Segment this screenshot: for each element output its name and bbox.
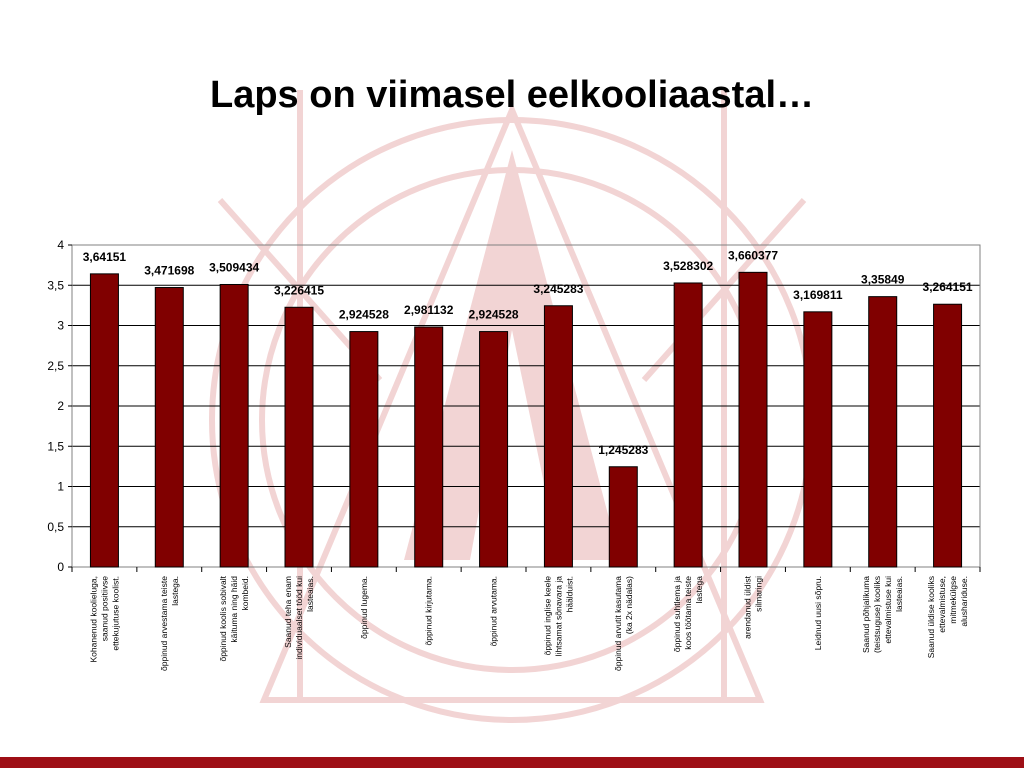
category-label-line: käituma ning häid (229, 576, 240, 643)
category-label-line: lasteaias. (894, 576, 905, 612)
data-label: 3,471698 (144, 263, 195, 278)
bar (220, 284, 248, 567)
category-label-line: kombeid. (240, 576, 251, 611)
category-label-line: saanud positiivse (99, 576, 110, 642)
bar (804, 312, 832, 567)
category-label-line: (teistsuguse) kooliks (872, 576, 883, 654)
category-label-line: mitmekülgse (948, 576, 959, 624)
category-label-line: Saanud üldise kooliks (926, 576, 937, 659)
category-label-line: individuaalset tööd kui (294, 576, 304, 660)
bar (739, 272, 767, 567)
category-label (424, 576, 434, 645)
category-label-line: õppinud lugema. (358, 576, 369, 639)
data-label: 3,660377 (727, 248, 779, 263)
bar (480, 332, 508, 567)
category-label-line: (ka 2x nädalas) (623, 576, 634, 635)
category-label-line: Kohanenud koolieluga, (88, 576, 99, 663)
bottom-accent-bar (0, 757, 1024, 768)
category-label-line: Leidnud uusi sõpru. (812, 576, 823, 651)
bar (155, 288, 183, 567)
value-labels (83, 248, 973, 456)
category-label (88, 576, 120, 663)
category-label-line: ettevalmistuse, (937, 576, 948, 633)
category-label (743, 575, 764, 638)
data-label: 3,264151 (922, 280, 973, 295)
category-label-line: arendanud üldist (742, 576, 753, 639)
data-label: 3,245283 (533, 281, 584, 296)
category-label-line: lihtsamat sõnavara ja (553, 576, 564, 657)
data-label: 2,924528 (468, 307, 519, 322)
y-tick-label: 1,5 (47, 439, 64, 454)
category-label-line: lastega (694, 576, 705, 604)
y-tick-label: 0 (57, 560, 64, 574)
bar (90, 274, 118, 567)
category-label (542, 576, 574, 657)
category-label-line: silmaringi (753, 576, 764, 612)
data-label: 3,528302 (663, 258, 714, 273)
bar (544, 306, 572, 567)
category-label (218, 575, 250, 661)
data-label: 3,509434 (209, 260, 260, 275)
category-label-line: koos töötama teiste (683, 576, 694, 650)
y-tick-label: 3,5 (47, 278, 64, 293)
y-tick-label: 3 (57, 318, 64, 333)
data-label: 3,64151 (82, 249, 127, 264)
y-tick-label: 2,5 (47, 358, 64, 373)
bar (934, 304, 962, 567)
category-label-line: õppinud arvutama. (488, 576, 499, 647)
category-label-line: lastega. (169, 576, 180, 606)
bar (415, 327, 443, 567)
data-label: 2,981132 (404, 303, 454, 318)
bar (674, 283, 702, 567)
category-label-line: ettevalmistuse kui (883, 576, 894, 644)
category-label-line: õppinud kirjutama. (423, 576, 434, 646)
category-label (861, 576, 904, 653)
category-label-line: Saanud põhjalikuma (861, 576, 872, 654)
data-label: 3,169811 (793, 287, 843, 302)
category-label (159, 576, 180, 671)
y-tick-label: 0,5 (47, 519, 64, 534)
category-labels (88, 575, 969, 671)
data-label: 2,924528 (338, 307, 389, 322)
data-label: 3,35849 (861, 272, 905, 287)
category-label (813, 576, 823, 650)
slide-title: Laps on viimasel eelkooliaastal… (209, 74, 815, 116)
y-tick-label: 4 (57, 238, 64, 252)
category-label (359, 576, 369, 639)
data-label: 1,245283 (598, 442, 649, 457)
category-label-line: Saanud teha enam (283, 576, 293, 648)
bar (609, 467, 637, 567)
y-tick-label: 1 (57, 479, 64, 494)
category-label (283, 576, 315, 660)
category-label-line: lasteaias. (305, 576, 315, 612)
category-label (489, 576, 499, 646)
category-label-line: õppinud arvestama teiste (158, 576, 169, 671)
category-label (613, 576, 634, 671)
data-label: 3,226415 (273, 283, 325, 298)
category-label-line: õppinud arvutit kasutama (612, 576, 623, 671)
category-label (926, 576, 969, 658)
category-label (672, 576, 704, 652)
category-label-line: õppinud suhtlema ja (672, 576, 683, 653)
bar (350, 332, 378, 567)
category-label-line: alushariduse. (959, 576, 970, 627)
category-label-line: õppinud inglise keele (542, 576, 553, 656)
bars (90, 272, 961, 567)
bar (285, 307, 313, 567)
y-tick-label: 2 (57, 399, 64, 413)
category-label-line: õppinud koolis sobivalt (218, 576, 229, 662)
category-label-line: ettekujutuse koolist. (110, 576, 121, 651)
gridlines (72, 285, 980, 527)
bar (869, 297, 897, 567)
category-label-line: häälduist. (564, 576, 575, 613)
